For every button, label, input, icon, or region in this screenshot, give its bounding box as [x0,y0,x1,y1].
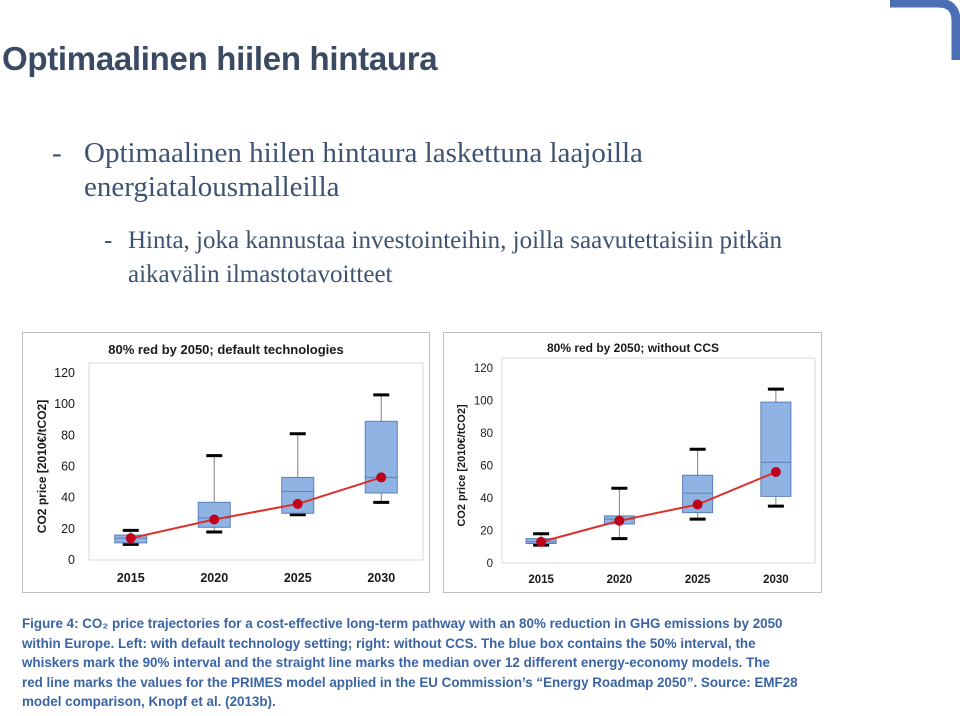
caption-line: model comparison, Knopf et al. (2013b). [22,694,276,709]
y-tick-label: 100 [54,397,75,412]
primes-series-point [293,499,303,509]
caption-line: Figure 4: CO₂ price trajectories for a cost-effective long-term pathway with an 80% reduction in GHG emissions by 2050 [22,616,783,631]
bullet-dash: - [52,137,62,169]
y-tick-label: 0 [68,553,75,567]
corner-bracket-icon [888,0,960,64]
primes-series-point [614,516,624,526]
y-tick-label: 80 [61,428,75,443]
y-tick-label: 120 [473,363,493,375]
x-tick-label: 2025 [283,571,312,585]
y-axis-label: CO2 price [2010€/tCO2] [35,399,49,534]
primes-series-point [126,533,136,543]
slide-title: Optimaalinen hiilen hintaura [2,40,438,77]
y-tick-label: 20 [61,521,75,536]
chart-title: 80% red by 2050; without CCS [546,341,720,355]
y-tick-label: 40 [480,493,493,505]
bullet-text: Optimaalinen hiilen hintaura laskettuna laajoilla energiatalousmalleilla [84,137,643,203]
x-tick-label: 2030 [367,571,396,585]
figure-caption [22,614,852,712]
x-tick-label: 2020 [606,574,633,586]
caption-line: red line marks the values for the PRIMES model applied in the EU Commission’s “Energy Roadmap 2050”. Source: EMF28 [22,674,798,690]
y-tick-label: 80 [480,428,493,440]
y-tick-label: 60 [480,460,493,473]
y-tick-label: 60 [61,459,75,474]
y-tick-label: 100 [473,395,493,408]
x-tick-label: 2020 [200,571,229,585]
x-tick-label: 2025 [684,574,711,586]
bullet-text: Hinta, joka kannustaa investointeihin, joilla saavutettaisiin pitkän aikavälin ilmastotavoitteet [128,227,783,288]
caption-line: whiskers mark the 90% interval and the straight line marks the median over 12 different energy-economy models. The [22,655,770,670]
primes-series-point [376,472,386,482]
x-tick-label: 2015 [116,571,145,585]
interquartile-box [761,402,791,496]
x-tick-label: 2030 [763,574,789,586]
chart-default-technologies [22,332,430,593]
chart-title: 80% red by 2050; default technologies [108,342,344,357]
primes-series-point [771,467,781,477]
y-axis-label: CO2 price [2010€/tCO2] [456,404,468,527]
y-tick-label: 20 [480,525,493,538]
y-tick-label: 0 [486,558,493,570]
x-tick-label: 2015 [528,574,554,586]
y-tick-label: 40 [61,490,75,505]
bullet-dash: - [104,227,113,254]
chart-without-ccs [443,332,822,593]
y-tick-label: 120 [54,366,75,380]
caption-line: within Europe. Left: with default technology setting; right: without CCS. The blue box contains the 50% interval, the [22,635,756,651]
primes-series-point [536,537,546,547]
primes-series-point [693,500,703,510]
primes-series-point [209,514,219,524]
